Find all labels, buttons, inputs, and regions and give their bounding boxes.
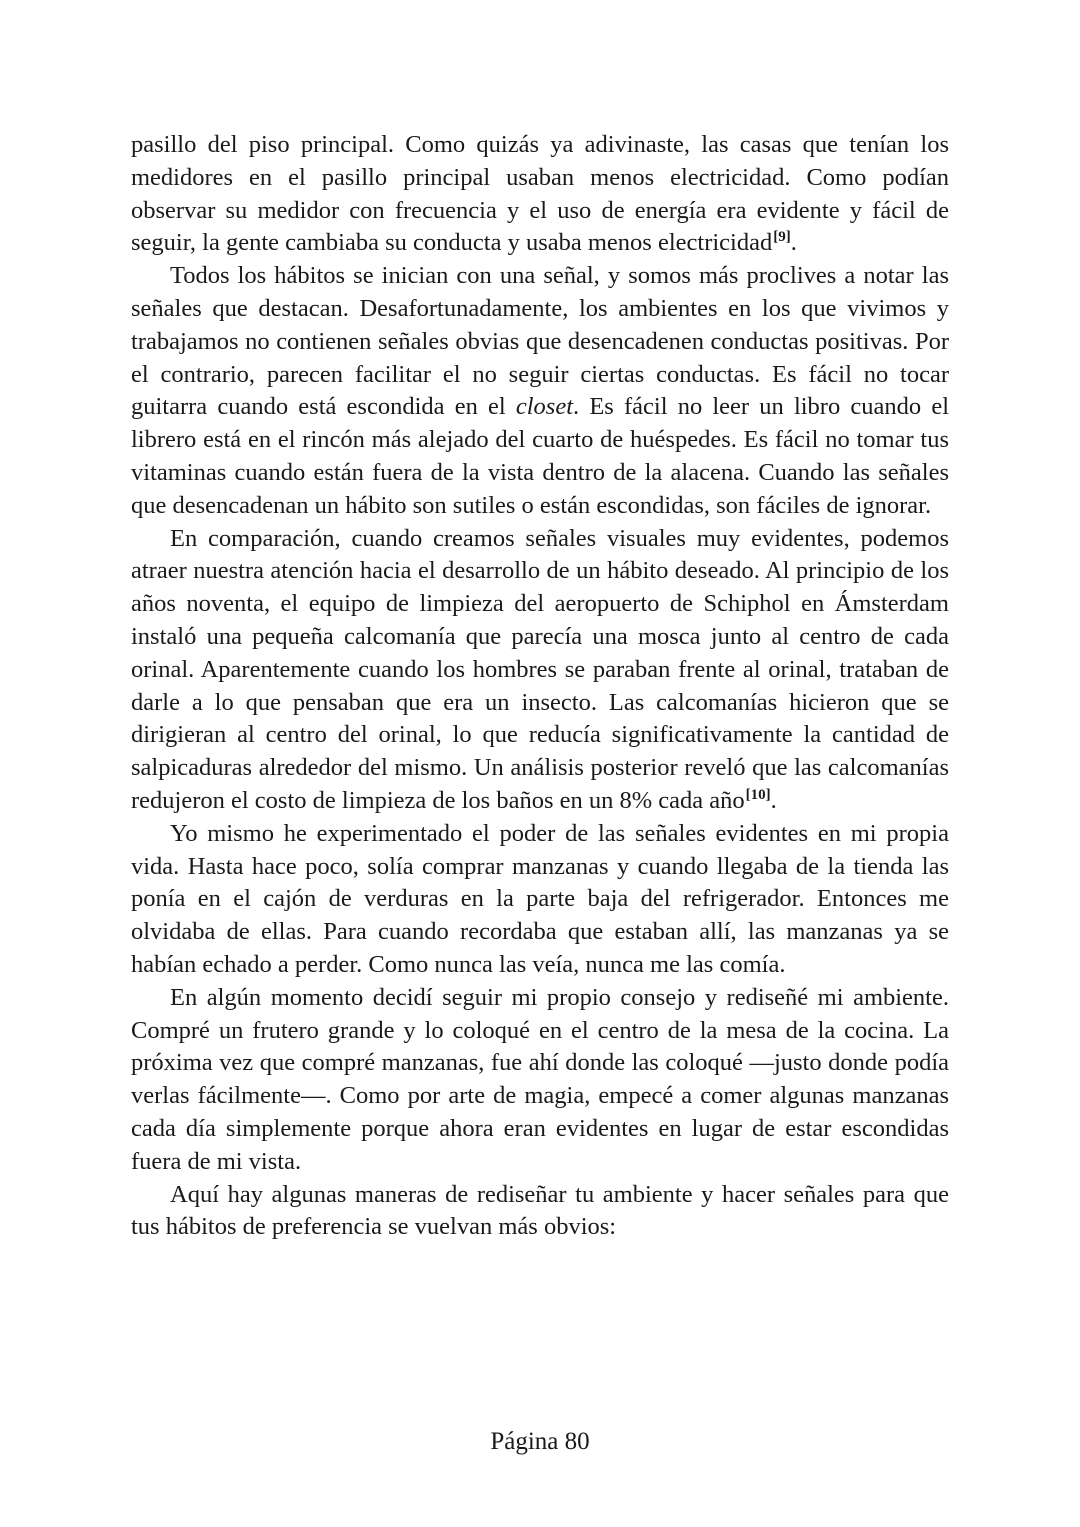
paragraph-redesign-environment bbox=[131, 982, 949, 1179]
page-body bbox=[131, 129, 949, 1244]
paragraph-list-intro bbox=[131, 1179, 949, 1245]
italic-term-closet: closet bbox=[515, 393, 574, 421]
paragraph-text: pasillo del piso principal. Como quizás ya adivinaste, las casas que tenían los medidores en el pasillo principal usaban menos electricidad. Como podían observar su medidor con frecuencia y el uso de energía era evidente y fácil de seguir, la gente cambiaba su conducta y usaba menos electricidad bbox=[131, 131, 949, 257]
page-number: Página 80 bbox=[490, 1428, 590, 1455]
paragraph-text: En comparación, cuando creamos señales visuales muy evidentes, podemos atraer nuestra atención hacia el desarrollo de un hábito deseado. Al principio de los años noventa, el equipo de limpieza del aeropuerto de Schiphol en Ámsterdam instaló una pequeña calcomanía que parecía una mosca junto al centro de cada orinal. Aparentemente cuando los hombres se paraban frente al orinal, trataban de darle a lo que pensaban que era un insecto. Las calcomanías hicieron que se dirigieran al centro del orinal, lo que reducía significativamente la cantidad de salpicaduras alrededor del mismo. Un análisis posterior reveló que las calcomanías redujeron el costo de limpieza de los baños en un 8% cada año bbox=[131, 524, 949, 814]
paragraph-personal-apples bbox=[131, 818, 949, 982]
paragraph-schiphol-example bbox=[131, 523, 949, 818]
paragraph-continuation bbox=[131, 129, 949, 260]
footnote-reference-9[interactable]: [9] bbox=[773, 229, 791, 246]
paragraph-habits-cues bbox=[131, 260, 949, 522]
paragraph-end-punctuation: . bbox=[790, 229, 797, 257]
paragraph-text: Aquí hay algunas maneras de rediseñar tu ambiente y hacer señales para que tus hábitos de preferencia se vuelvan más obvios: bbox=[131, 1180, 949, 1241]
paragraph-text: En algún momento decidí seguir mi propio consejo y rediseñé mi ambiente. Compré un frutero grande y lo coloqué en el centro de la mesa de la cocina. La próxima vez que compré manzanas, fue ahí donde las coloqué —justo donde podía verlas fácilmente—. Como por arte de magia, empecé a comer algunas manzanas cada día simplemente porque ahora eran evidentes en lugar de estar escondidas fuera de mi vista. bbox=[131, 983, 949, 1175]
footnote-reference-10[interactable]: [10] bbox=[745, 786, 771, 803]
paragraph-text-end: . Es fácil no leer un libro cuando el librero está en el rincón más alejado del cuarto de huéspedes. Es fácil no tomar tus vitaminas cuando están fuera de la vista dentro de la alacena. Cuando las señales que desencadenan un hábito son sutiles o están escondidas, son fáciles de ignorar. bbox=[131, 393, 949, 519]
paragraph-text-start: Todos los hábitos se inician con una señal, y somos más proclives a notar las señales que destacan. Desafortunadamente, los ambientes en los que vivimos y trabajamos no contienen señales obvias que desencadenen conductas positivas. Por el contrario, parecen facilitar el no seguir ciertas conductas. Es fácil no tocar guitarra cuando está escondida en el bbox=[131, 262, 949, 421]
paragraph-text: Yo mismo he experimentado el poder de las señales evidentes en mi propia vida. Hasta hace poco, solía comprar manzanas y cuando llegaba de la tienda las ponía en el cajón de verduras en la parte baja del refrigerador. Entonces me olvidaba de ellas. Para cuando recordaba que estaban allí, las manzanas ya se habían echado a perder. Como nunca las veía, nunca me las comía. bbox=[131, 819, 949, 978]
paragraph-end-punctuation: . bbox=[770, 786, 777, 814]
